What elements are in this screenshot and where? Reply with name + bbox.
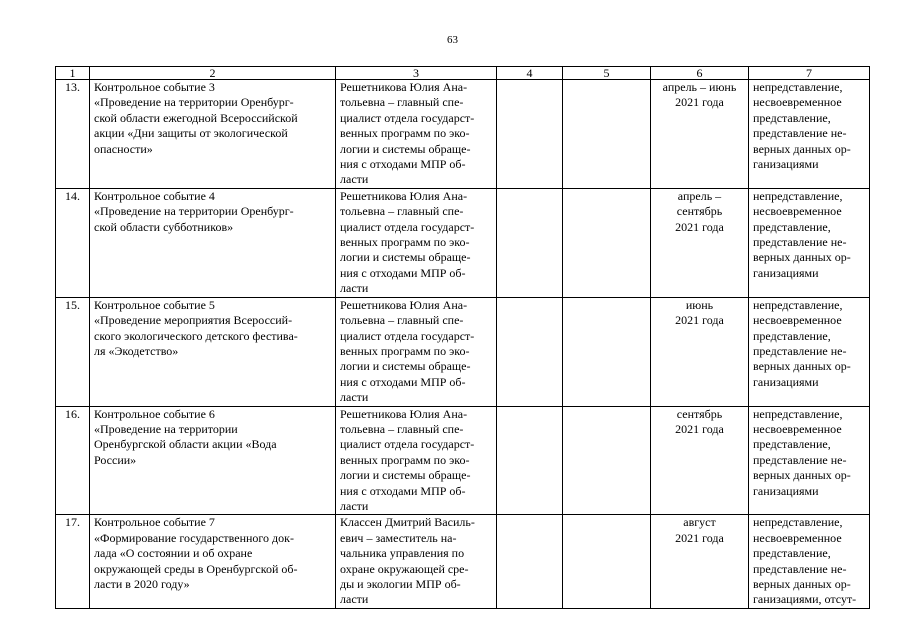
risks-line: верных данных ор- bbox=[753, 141, 851, 156]
responsible-line: циалист отдела государст- bbox=[340, 110, 475, 125]
event-line: «Проведение на территории Оренбург- bbox=[94, 95, 294, 110]
risks-line: непредставление, bbox=[753, 188, 843, 203]
responsible-line: ласти bbox=[340, 592, 369, 607]
responsible-line: чальника управления по bbox=[340, 546, 465, 561]
risks-line: несвоевременное bbox=[753, 204, 842, 219]
responsible-line: логии и системы обраще- bbox=[340, 468, 471, 483]
header-cell: 5 bbox=[563, 67, 651, 80]
responsible-line: ласти bbox=[340, 172, 369, 187]
responsible-line: Классен Дмитрий Василь- bbox=[340, 515, 475, 530]
column-4-cell bbox=[497, 80, 563, 189]
responsible-cell bbox=[336, 515, 497, 608]
event-cell bbox=[90, 188, 336, 297]
table-row bbox=[56, 406, 870, 515]
event-line: ской области субботников» bbox=[94, 219, 234, 234]
risks-line: верных данных ор- bbox=[753, 359, 851, 374]
responsible-line: циалист отдела государст- bbox=[340, 219, 475, 234]
row-number: 13. bbox=[56, 80, 90, 189]
column-5-cell bbox=[563, 406, 651, 515]
risks-line: ганизациями bbox=[753, 374, 819, 389]
responsible-line: Решетникова Юлия Ана- bbox=[340, 80, 468, 94]
event-line: ской области ежегодной Всероссийской bbox=[94, 110, 298, 125]
event-cell bbox=[90, 80, 336, 189]
column-4-cell bbox=[497, 188, 563, 297]
event-cell bbox=[90, 515, 336, 608]
event-line: Контрольное событие 4 bbox=[94, 188, 215, 203]
table-row bbox=[56, 297, 870, 406]
responsible-line: венных программ по эко- bbox=[340, 126, 470, 141]
row-number: 17. bbox=[56, 515, 90, 608]
responsible-line: охране окружающей сре- bbox=[340, 561, 469, 576]
control-events-table bbox=[55, 66, 870, 609]
responsible-line: ды и экологии МПР об- bbox=[340, 577, 461, 591]
risks-line: представление не- bbox=[753, 235, 847, 250]
table-row bbox=[56, 80, 870, 189]
event-line: акции «Дни защиты от экологической bbox=[94, 126, 288, 141]
column-5-cell bbox=[563, 297, 651, 406]
risks-line: верных данных ор- bbox=[753, 250, 851, 265]
risks-line: верных данных ор- bbox=[753, 577, 851, 591]
responsible-line: ласти bbox=[340, 281, 369, 296]
risks-line: ганизациями bbox=[753, 483, 819, 498]
risks-line: ганизациями bbox=[753, 265, 819, 280]
risks-line: верных данных ор- bbox=[753, 468, 851, 483]
risks-line: представление, bbox=[753, 437, 831, 452]
event-line: «Проведение мероприятия Всероссий- bbox=[94, 313, 293, 328]
responsible-line: венных программ по эко- bbox=[340, 343, 470, 358]
risks-line: представление не- bbox=[753, 343, 847, 358]
dates-line: август bbox=[683, 515, 716, 530]
header-cell: 2 bbox=[90, 67, 336, 80]
risks-line: несвоевременное bbox=[753, 421, 842, 436]
responsible-line: логии и системы обраще- bbox=[340, 141, 471, 156]
column-4-cell bbox=[497, 406, 563, 515]
column-4-cell bbox=[497, 515, 563, 608]
risks-line: представление, bbox=[753, 219, 831, 234]
event-cell bbox=[90, 297, 336, 406]
event-line: ласти в 2020 году» bbox=[94, 577, 190, 591]
header-cell: 4 bbox=[497, 67, 563, 80]
row-number: 14. bbox=[56, 188, 90, 297]
responsible-line: логии и системы обраще- bbox=[340, 359, 471, 374]
risks-cell bbox=[749, 80, 870, 189]
responsible-line: тольевна – главный спе- bbox=[340, 313, 464, 328]
row-number: 15. bbox=[56, 297, 90, 406]
responsible-line: ния с отходами МПР об- bbox=[340, 374, 466, 389]
responsible-cell bbox=[336, 188, 497, 297]
event-line: Оренбургской области акции «Вода bbox=[94, 437, 277, 452]
event-line: лада «О состоянии и об охране bbox=[94, 546, 253, 561]
risks-line: представление не- bbox=[753, 126, 847, 141]
responsible-line: Решетникова Юлия Ана- bbox=[340, 406, 468, 421]
risks-line: ганизациями bbox=[753, 157, 819, 172]
responsible-line: циалист отдела государст- bbox=[340, 328, 475, 343]
risks-cell bbox=[749, 406, 870, 515]
responsible-line: ния с отходами МПР об- bbox=[340, 265, 466, 280]
event-line: России» bbox=[94, 452, 137, 467]
event-line: Контрольное событие 5 bbox=[94, 297, 215, 312]
event-line: Контрольное событие 7 bbox=[94, 515, 215, 530]
risks-line: непредставление, bbox=[753, 406, 843, 421]
dates-cell bbox=[651, 515, 749, 608]
risks-cell bbox=[749, 188, 870, 297]
dates-line: июнь bbox=[685, 297, 714, 312]
risks-line: непредставление, bbox=[753, 515, 843, 530]
dates-line: апрель – июнь bbox=[662, 80, 737, 94]
dates-line: 2021 года bbox=[675, 530, 724, 545]
column-5-cell bbox=[563, 80, 651, 189]
dates-line: 2021 года bbox=[675, 219, 724, 234]
risks-line: непредставление, bbox=[753, 297, 843, 312]
event-line: опасности» bbox=[94, 141, 153, 156]
responsible-line: евич – заместитель на- bbox=[340, 530, 457, 545]
risks-line: представление, bbox=[753, 110, 831, 125]
event-line: окружающей среды в Оренбургской об- bbox=[94, 561, 298, 576]
dates-line: сентябрь bbox=[676, 204, 723, 219]
event-line: «Формирование государственного док- bbox=[94, 530, 294, 545]
responsible-line: Решетникова Юлия Ана- bbox=[340, 297, 468, 312]
responsible-line: ния с отходами МПР об- bbox=[340, 157, 466, 172]
column-4-cell bbox=[497, 297, 563, 406]
risks-line: представление не- bbox=[753, 561, 847, 576]
responsible-line: тольевна – главный спе- bbox=[340, 95, 464, 110]
header-cell: 6 bbox=[651, 67, 749, 80]
event-line: ского экологического детского фестива- bbox=[94, 328, 298, 343]
table-row bbox=[56, 188, 870, 297]
header-cell: 1 bbox=[56, 67, 90, 80]
table-row bbox=[56, 515, 870, 608]
column-5-cell bbox=[563, 188, 651, 297]
page-number: 63 bbox=[447, 34, 458, 46]
responsible-line: циалист отдела государст- bbox=[340, 437, 475, 452]
risks-line: несвоевременное bbox=[753, 530, 842, 545]
column-5-cell bbox=[563, 515, 651, 608]
event-line: «Проведение на территории bbox=[94, 421, 238, 436]
dates-line: апрель – bbox=[677, 188, 722, 203]
dates-line: 2021 года bbox=[675, 95, 724, 110]
responsible-line: тольевна – главный спе- bbox=[340, 204, 464, 219]
responsible-line: венных программ по эко- bbox=[340, 452, 470, 467]
header-cell: 3 bbox=[336, 67, 497, 80]
event-cell bbox=[90, 406, 336, 515]
risks-line: непредставление, bbox=[753, 80, 843, 94]
risks-line: представление, bbox=[753, 546, 831, 561]
event-line: Контрольное событие 3 bbox=[94, 80, 215, 94]
header-cell: 7 bbox=[749, 67, 870, 80]
responsible-line: ласти bbox=[340, 390, 369, 405]
risks-cell bbox=[749, 297, 870, 406]
responsible-line: логии и системы обраще- bbox=[340, 250, 471, 265]
dates-line: 2021 года bbox=[675, 421, 724, 436]
table-header-row bbox=[56, 67, 870, 80]
event-line: «Проведение на территории Оренбург- bbox=[94, 204, 294, 219]
event-line: ля «Экодетство» bbox=[94, 343, 179, 358]
responsible-cell bbox=[336, 80, 497, 189]
dates-line: сентябрь bbox=[676, 406, 723, 421]
dates-line: 2021 года bbox=[675, 313, 724, 328]
risks-line: несвоевременное bbox=[753, 313, 842, 328]
risks-line: представление не- bbox=[753, 452, 847, 467]
dates-cell bbox=[651, 406, 749, 515]
event-line: Контрольное событие 6 bbox=[94, 406, 215, 421]
row-number: 16. bbox=[56, 406, 90, 515]
responsible-line: тольевна – главный спе- bbox=[340, 421, 464, 436]
responsible-cell bbox=[336, 297, 497, 406]
risks-line: несвоевременное bbox=[753, 95, 842, 110]
risks-line: представление, bbox=[753, 328, 831, 343]
risks-cell bbox=[749, 515, 870, 608]
responsible-line: ния с отходами МПР об- bbox=[340, 483, 466, 498]
responsible-line: венных программ по эко- bbox=[340, 235, 470, 250]
dates-cell bbox=[651, 188, 749, 297]
risks-line: ганизациями, отсут- bbox=[753, 592, 857, 607]
responsible-line: ласти bbox=[340, 498, 369, 513]
dates-cell bbox=[651, 297, 749, 406]
dates-cell bbox=[651, 80, 749, 189]
responsible-line: Решетникова Юлия Ана- bbox=[340, 188, 468, 203]
responsible-cell bbox=[336, 406, 497, 515]
